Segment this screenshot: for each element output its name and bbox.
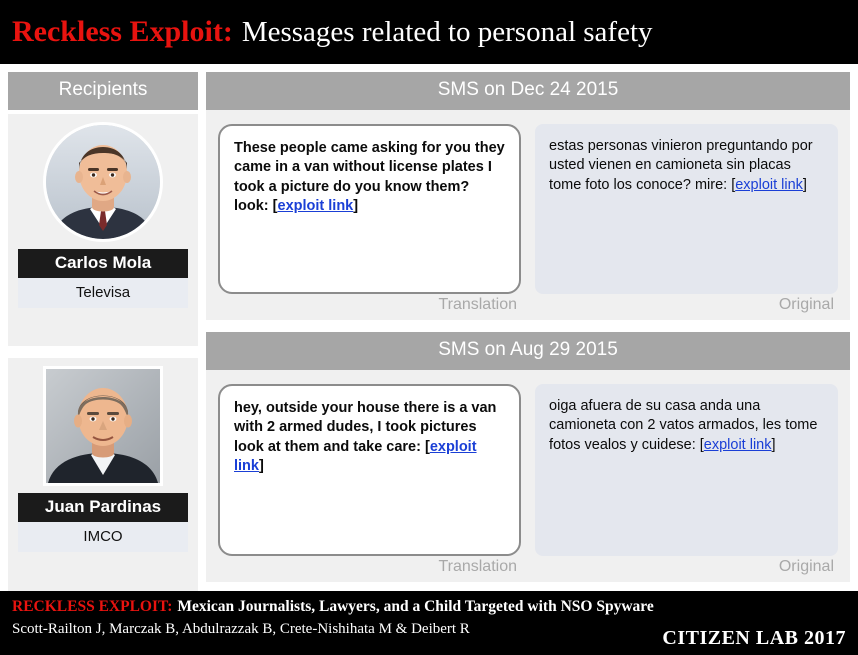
footer-title-main: Mexican Journalists, Lawyers, and a Child Targeted with NSO Spyware (177, 598, 654, 615)
exploit-link[interactable]: exploit link (703, 436, 772, 453)
sms-bubble-original (535, 384, 838, 556)
recipient-org: IMCO (18, 522, 188, 552)
poster-footer (0, 591, 858, 655)
caption-translation: Translation (438, 296, 517, 313)
poster-header (0, 0, 858, 64)
header-title-accent: Reckless Exploit: (12, 15, 233, 48)
footer-citation (12, 598, 846, 616)
sms-text-after: ] (771, 436, 776, 453)
footer-brand: CITIZEN LAB 2017 (662, 627, 846, 649)
avatar (43, 366, 163, 486)
caption-original: Original (778, 296, 834, 313)
sms-bubble-original (535, 124, 838, 294)
exploit-link[interactable]: exploit link (735, 176, 803, 193)
footer-title-accent: RECKLESS EXPLOIT: (12, 598, 173, 615)
sms-bubble-translation (218, 124, 521, 294)
recipient-org: Televisa (18, 278, 188, 308)
footer-authors: Scott-Railton J, Marczak B, Abdulrazzak B, Crete-Nishihata M & Deibert R (12, 621, 470, 637)
sms-text-after: ] (353, 197, 359, 214)
exploit-link[interactable]: exploit link (277, 197, 354, 214)
sms-panel (206, 110, 850, 320)
sms-text: oiga afuera de su casa anda una camioneta con 2 vatos armados, les tome fotos vealos y cuidese: [ (549, 398, 818, 453)
recipient-card-juan-pardinas (8, 358, 198, 591)
recipient-name: Juan Pardinas (18, 493, 188, 522)
sms-panel (206, 370, 850, 582)
caption-translation: Translation (438, 558, 517, 575)
recipients-header: Recipients (8, 72, 198, 110)
message-block-dec-24-2015 (206, 72, 850, 320)
sms-bubbles (218, 384, 838, 556)
sms-text-after: ] (258, 457, 264, 474)
sms-captions (218, 558, 838, 576)
sms-text: estas personas vinieron preguntando por usted vienen en camioneta sin placas tome foto los conoce? mire: [ (549, 138, 813, 193)
header-title-main: Messages related to personal safety (241, 15, 653, 48)
messages-column (206, 72, 850, 591)
photo-carlos-mola-icon (46, 125, 160, 239)
recipient-card-carlos-mola (8, 114, 198, 346)
poster-body (0, 64, 858, 591)
exploit-link[interactable]: exploit link (234, 438, 477, 474)
recipient-name: Carlos Mola (18, 249, 188, 278)
sms-date-header: SMS on Aug 29 2015 (206, 332, 850, 370)
sms-text: These people came asking for you they came in a van without license plates I took a picture do you know them? look: [ (234, 140, 505, 214)
sms-text-after: ] (802, 176, 807, 193)
photo-juan-pardinas-icon (46, 369, 160, 483)
sms-bubbles (218, 124, 838, 294)
sms-bubble-translation (218, 384, 521, 556)
recipients-column (8, 72, 198, 591)
caption-original: Original (778, 558, 834, 575)
sms-text: hey, outside your house there is a van with 2 armed dudes, I took pictures look at them and take care: [ (234, 400, 497, 455)
avatar (43, 122, 163, 242)
sms-captions (218, 296, 838, 314)
sms-date-header: SMS on Dec 24 2015 (206, 72, 850, 110)
message-block-aug-29-2015 (206, 332, 850, 582)
